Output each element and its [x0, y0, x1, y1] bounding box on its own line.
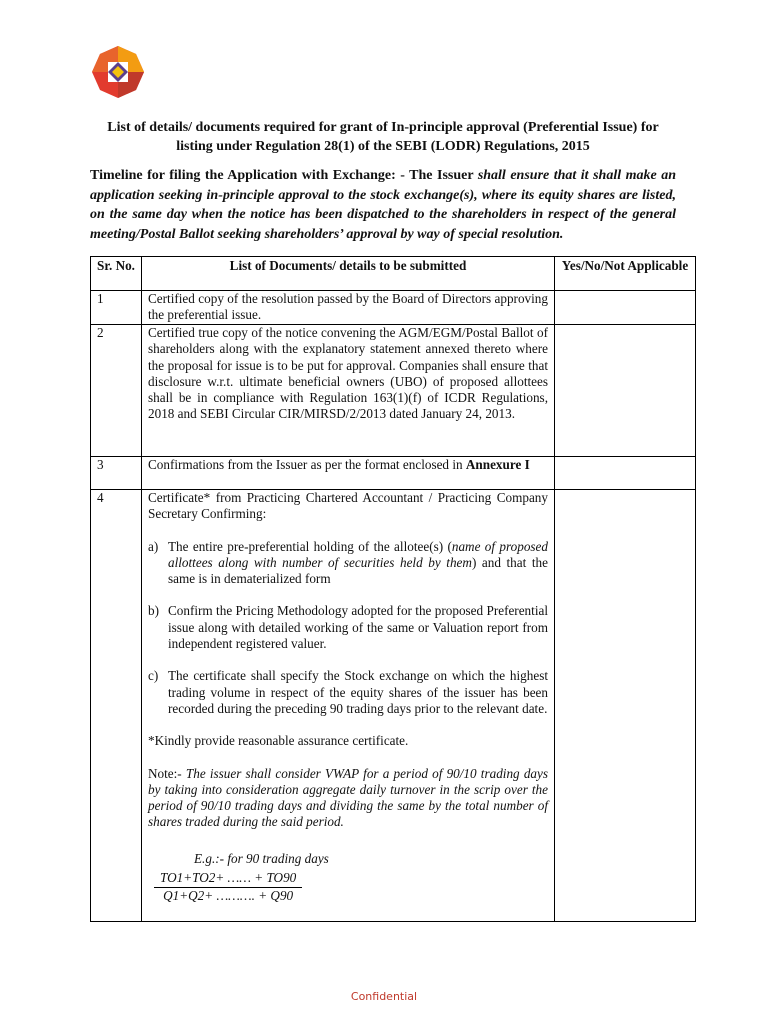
- table-header-row: [91, 257, 696, 291]
- row-sr-no: 2: [91, 325, 142, 457]
- row-status-cell[interactable]: [555, 490, 696, 922]
- formula-example-label: E.g.:- for 90 trading days: [194, 850, 329, 866]
- list-item-italic: name of proposed allottees along with number of securities held by them: [168, 538, 548, 570]
- header-status: Yes/No/Not Applicable: [555, 257, 696, 291]
- list-item: [148, 539, 548, 588]
- list-item-text: Confirm the Pricing Methodology adopted for the proposed Preferential issue along with detailed working of the same or Valuation report from independent registered valuer.: [168, 603, 548, 652]
- list-item: [148, 668, 548, 717]
- documents-table: [90, 256, 696, 922]
- vwap-formula: [154, 851, 548, 905]
- row-sr-no: 3: [91, 457, 142, 490]
- note-text: The issuer shall consider VWAP for a period of 90/10 trading days by taking into consideration aggregate daily turnover in the scrip over the period of 90/10 trading days and dividing the same by the total number of shares traded during the said period.: [148, 765, 548, 830]
- header-sr-no: Sr. No.: [91, 257, 142, 291]
- row-description-text: Confirmations from the Issuer as per the format enclosed in: [148, 457, 466, 472]
- row-status-cell[interactable]: [555, 457, 696, 490]
- formula-denominator: Q1+Q2+ ………. + Q90: [163, 888, 294, 904]
- list-item-text-part: The entire pre-preferential holding of the allotee(s) (: [168, 538, 452, 554]
- certificate-intro: Certificate* from Practicing Chartered Accountant / Practicing Company Secretary Confirming:: [148, 490, 548, 522]
- row-sr-no: 1: [91, 291, 142, 325]
- list-item-text: [168, 539, 548, 588]
- row-status-cell[interactable]: [555, 325, 696, 457]
- timeline-paragraph: [90, 166, 676, 244]
- table-row: [91, 291, 696, 325]
- header-documents: List of Documents/ details to be submitted: [142, 257, 555, 291]
- list-item-text: The certificate shall specify the Stock exchange on which the highest trading volume in respect of the equity shares of the issuer has been recorded during the preceding 90 trading days prior to the relevant date.: [168, 668, 548, 716]
- formula-numerator: TO1+TO2+ …… + TO90: [154, 870, 302, 888]
- annexure-reference: Annexure I: [465, 457, 530, 472]
- note-label: Note:-: [148, 765, 186, 781]
- company-logo-icon: [90, 44, 146, 100]
- list-item-text-part: ) and that the same is in dematerialized form: [168, 554, 548, 587]
- row-description: Certified true copy of the notice convening the AGM/EGM/Postal Ballot of shareholders along with the explanatory statement annexed thereto where the proposal for issue is to be put for approval. Companies shall ensure that disclosure w.r.t. ultimate beneficial owners (UBO) of proposed allottees shall be in compliance with Regulation 163(1)(f) of ICDR Regulations, 2018 and SEBI Circular CIR/MIRSD/2/2013 dated January 24, 2013.: [142, 325, 555, 457]
- vwap-note: [148, 766, 548, 831]
- row-description: Certified copy of the resolution passed by the Board of Directors approving the preferential issue.: [142, 291, 555, 325]
- assurance-note: *Kindly provide reasonable assurance certificate.: [148, 733, 409, 749]
- row-status-cell[interactable]: [555, 291, 696, 325]
- confidential-footer: Confidential: [350, 990, 418, 1003]
- list-item-label: c): [148, 668, 159, 684]
- table-row: [91, 325, 696, 457]
- table-row: [91, 490, 696, 922]
- table-row: [91, 457, 696, 490]
- row-description: [142, 490, 555, 922]
- timeline-lead: Timeline for filing the Application with Exchange: - The Issuer: [90, 168, 478, 183]
- document-title: List of details/ documents required for grant of In-principle approval (Preferential Issue) for listing under Regulation 28(1) of the SEBI (LODR) Regulations, 2015: [107, 120, 659, 154]
- list-item-label: a): [148, 538, 159, 554]
- list-item-label: b): [148, 603, 159, 619]
- row-sr-no: 4: [91, 490, 142, 922]
- row-description: [142, 457, 555, 490]
- list-item: [148, 603, 548, 652]
- timeline-body: shall ensure that it shall make an application seeking in-principle approval to the stock exchange(s), where its equity shares are listed, on the same day when the notice has been dispatched to the shareholders in respect of the general meeting/Postal Ballot seeking shareholders’ approval by way of special resolution.: [90, 168, 676, 242]
- formula-fraction: [154, 870, 302, 905]
